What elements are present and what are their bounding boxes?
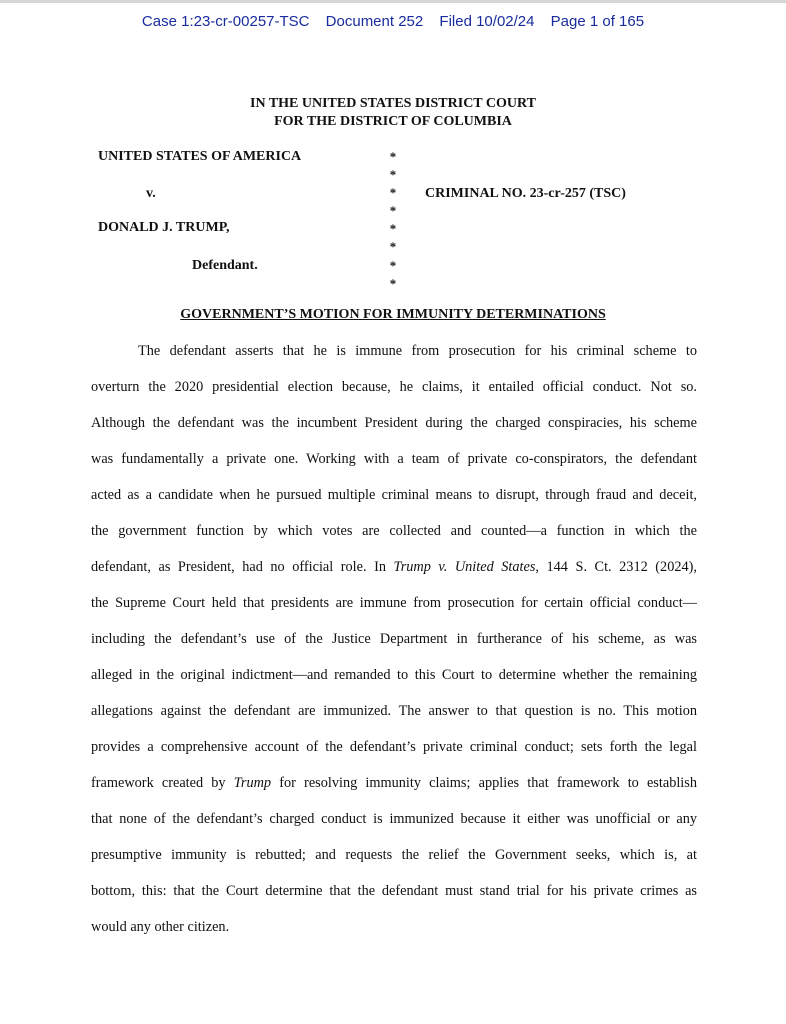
caption-star-column [388, 148, 398, 293]
page-count-header: Page 1 of 165 [550, 13, 645, 30]
body-line: was fundamentally a private one. Working with a team of private co-conspirators, the defendant [91, 451, 697, 467]
body-line: that none of the defendant’s charged conduct is immunized because it either was unofficial or any [91, 811, 697, 827]
criminal-case-number: CRIMINAL NO. 23-cr-257 (TSC) [425, 186, 626, 201]
caption-star: * [389, 221, 397, 237]
body-line: the government function by which votes are collected and counted—a function in which the [91, 523, 697, 539]
body-line: the Supreme Court held that presidents are immune from prosecution for certain official conduct— [91, 595, 697, 611]
ecf-header [0, 13, 786, 30]
case-citation-italic: Trump v. United States [393, 559, 536, 575]
body-line: allegations against the defendant are immunized. The answer to that question is no. This motion [91, 703, 697, 719]
body-line: overturn the 2020 presidential election because, he claims, it entailed official conduct. Not so. [91, 379, 697, 395]
body-line: defendant, as President, had no official role. In Trump v. United States, 144 S. Ct. 2312 (2024), [91, 559, 697, 575]
caption-star: * [389, 203, 397, 219]
case-citation-italic: Trump [233, 775, 272, 791]
court-district: FOR THE DISTRICT OF COLUMBIA [274, 114, 512, 129]
case-number-header: Case 1:23-cr-00257-TSC [141, 13, 310, 30]
caption-star: * [389, 167, 397, 183]
caption-star: * [389, 239, 397, 255]
caption-star: * [389, 149, 397, 164]
body-line: The defendant asserts that he is immune from prosecution for his criminal scheme to [138, 343, 697, 359]
defendant-name: DONALD J. TRUMP, [98, 220, 230, 235]
motion-body [91, 340, 697, 952]
body-line: including the defendant’s use of the Justice Department in furtherance of his scheme, as was [91, 631, 697, 647]
body-line: bottom, this: that the Court determine that the defendant must stand trial for his private crimes as [91, 883, 697, 899]
top-border [0, 0, 786, 3]
filed-date-header: Filed 10/02/24 [439, 13, 535, 30]
body-line: provides a comprehensive account of the defendant’s private criminal conduct; sets forth the legal [91, 739, 697, 755]
body-line: would any other citizen. [91, 919, 230, 935]
plaintiff-name: UNITED STATES OF AMERICA [98, 149, 302, 164]
motion-title: GOVERNMENT’S MOTION FOR IMMUNITY DETERMINATIONS [180, 307, 606, 322]
caption-star: * [389, 257, 397, 273]
body-line: alleged in the original indictment—and remanded to this Court to determine whether the remaining [91, 667, 697, 683]
caption-star: * [389, 185, 397, 201]
body-line: acted as a candidate when he pursued multiple criminal means to disrupt, through fraud and deceit, [91, 487, 697, 503]
defendant-label: Defendant. [192, 258, 258, 273]
versus-label: v. [146, 186, 156, 201]
document-number-header: Document 252 [325, 13, 424, 30]
caption-star: * [389, 275, 397, 291]
court-heading [0, 95, 786, 131]
body-line: framework created by Trump for resolving immunity claims; applies that framework to establish [91, 775, 697, 791]
body-line: presumptive immunity is rebutted; and requests the relief the Government seeks, which is, at [91, 847, 697, 863]
court-name: IN THE UNITED STATES DISTRICT COURT [250, 96, 536, 111]
body-line: Although the defendant was the incumbent President during the charged conspiracies, his scheme [91, 415, 697, 431]
